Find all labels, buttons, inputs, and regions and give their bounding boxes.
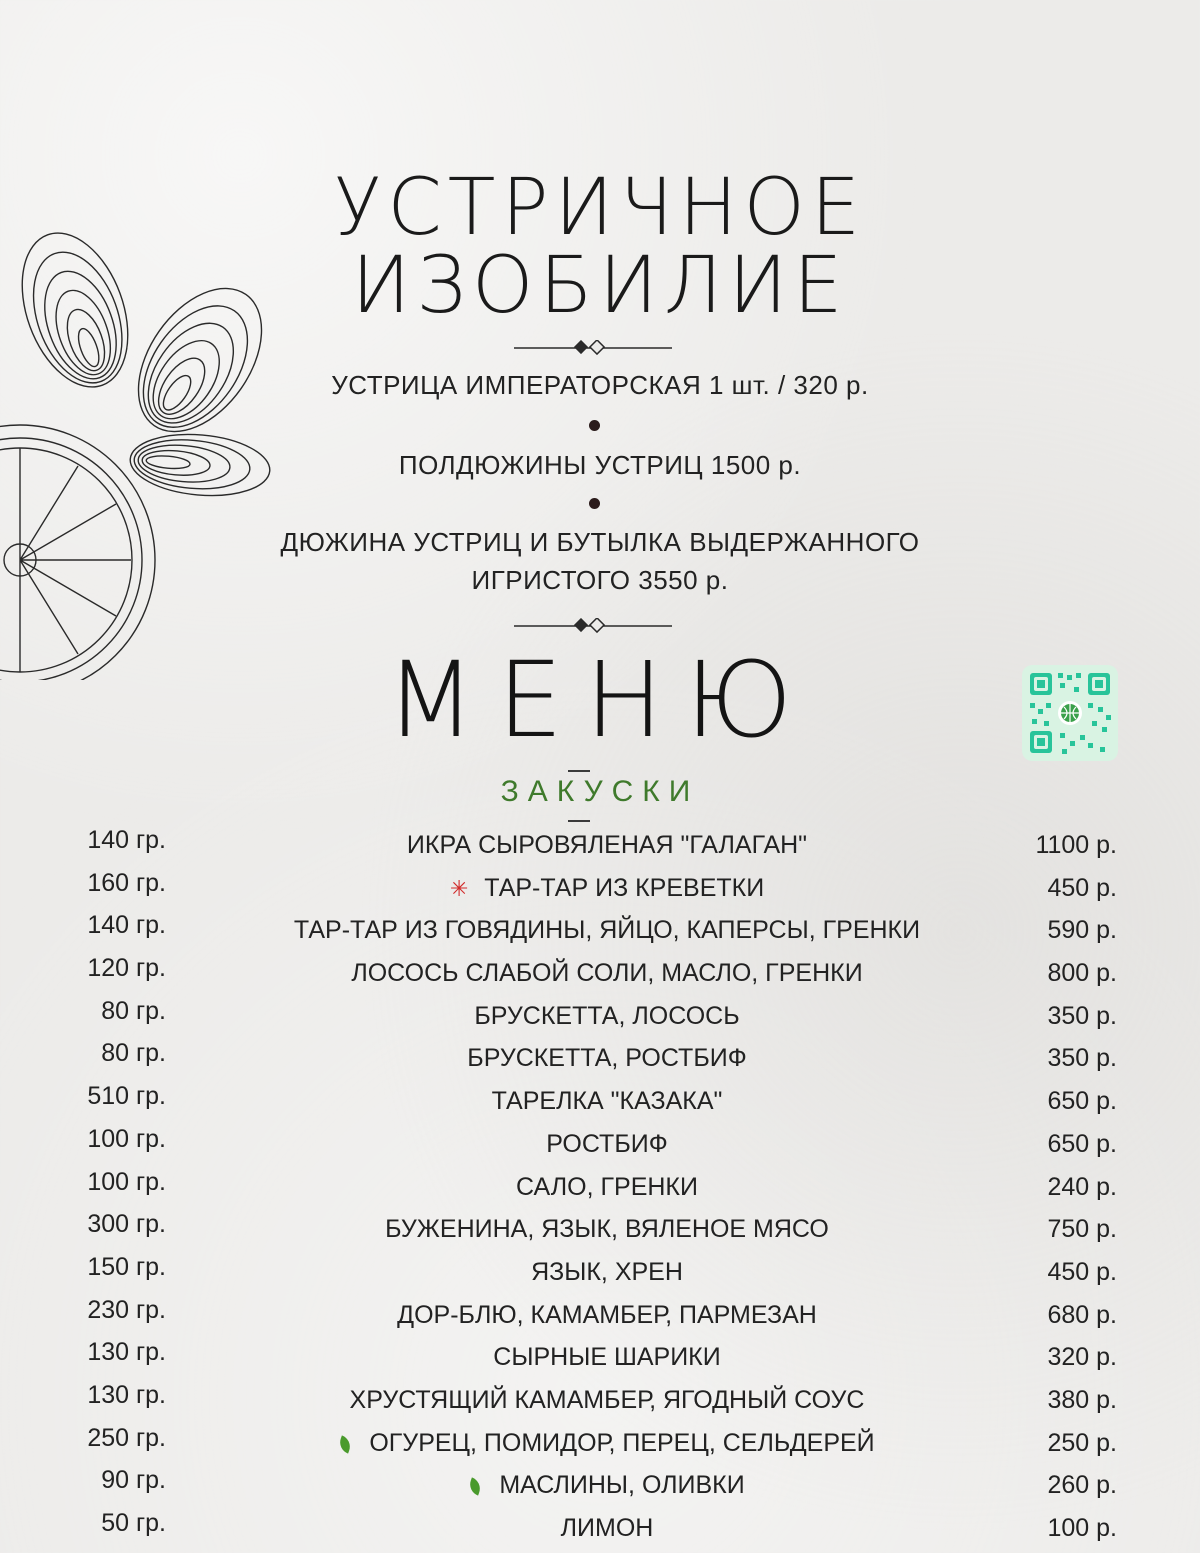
item-name: ТАР-ТАР ИЗ КРЕВЕТКИ: [484, 873, 765, 902]
item-weight: 50 гр.: [101, 1509, 166, 1537]
item-price: 260 р.: [1047, 1471, 1117, 1500]
item-name: БРУСКЕТТА, РОСТБИФ: [467, 1044, 747, 1073]
item-price: 650 р.: [1047, 1087, 1117, 1116]
menu-item-row: [0, 1338, 1200, 1381]
item-price: 1100 р.: [1035, 831, 1117, 859]
item-name: ДОР-БЛЮ, КАМАМБЕР, ПАРМЕЗАН: [397, 1300, 817, 1329]
section-divider: [568, 770, 590, 772]
item-weight: 80 гр.: [101, 1039, 166, 1068]
item-name: САЛО, ГРЕНКИ: [516, 1172, 698, 1201]
section-divider: [568, 820, 590, 822]
menu-item-row: [0, 1424, 1200, 1467]
oyster-offer-2: ПОЛДЮЖИНЫ УСТРИЦ 1500 р.: [398, 450, 802, 480]
item-weight: 130 гр.: [87, 1338, 166, 1367]
menu-item-row: [0, 1509, 1200, 1552]
item-weight: 100 гр.: [87, 1167, 166, 1196]
item-name: СЫРНЫЕ ШАРИКИ: [493, 1343, 721, 1372]
item-name: ОГУРЕЦ, ПОМИДОР, ПЕРЕЦ, СЕЛЬДЕРЕЙ: [369, 1428, 875, 1457]
item-weight: 230 гр.: [87, 1295, 166, 1324]
menu-item-row: [0, 1253, 1200, 1296]
qr-code-icon[interactable]: [1022, 665, 1118, 761]
item-weight: 300 гр.: [87, 1210, 166, 1239]
menu-item-row: [0, 869, 1200, 912]
item-name: БУЖЕНИНА, ЯЗЫК, ВЯЛЕНОЕ МЯСО: [385, 1215, 829, 1244]
item-weight: 160 гр.: [87, 868, 166, 897]
bullet-dot-icon: [589, 498, 600, 509]
item-name: РОСТБИФ: [546, 1129, 668, 1158]
menu-item-row: [0, 1210, 1200, 1253]
bullet-dot-icon: [589, 420, 600, 431]
item-price: 250 р.: [1047, 1428, 1117, 1457]
menu-item-row: [0, 1039, 1200, 1082]
menu-item-row: [0, 997, 1200, 1040]
item-price: 750 р.: [1047, 1215, 1117, 1244]
item-weight: 130 гр.: [87, 1380, 166, 1409]
item-weight: 100 гр.: [87, 1124, 166, 1153]
item-price: 380 р.: [1047, 1385, 1117, 1414]
item-price: 240 р.: [1047, 1172, 1117, 1201]
item-weight: 140 гр.: [87, 826, 166, 854]
item-weight: 150 гр.: [87, 1252, 166, 1281]
menu-item-row: [0, 911, 1200, 954]
item-name: ЛИМОН: [560, 1514, 654, 1542]
menu-item-row: [0, 1168, 1200, 1211]
menu-item-row: [0, 1125, 1200, 1168]
page-title-line-2: ИЗОБИЛИЕ: [351, 241, 849, 331]
ornament-divider-icon: [514, 618, 672, 634]
item-price: 350 р.: [1047, 1001, 1117, 1030]
item-price: 350 р.: [1047, 1044, 1117, 1073]
item-weight: 140 гр.: [87, 911, 166, 940]
item-price: 800 р.: [1047, 959, 1117, 988]
leaf-icon: [337, 1435, 353, 1453]
item-weight: 90 гр.: [101, 1466, 166, 1495]
item-price: 450 р.: [1047, 873, 1117, 902]
item-price: 100 р.: [1047, 1514, 1117, 1542]
item-name: ТАР-ТАР ИЗ ГОВЯДИНЫ, ЯЙЦО, КАПЕРСЫ, ГРЕНКИ: [293, 916, 921, 945]
leaf-icon: [467, 1478, 483, 1496]
item-name: МАСЛИНЫ, ОЛИВКИ: [499, 1471, 745, 1500]
item-weight: 250 гр.: [87, 1423, 166, 1452]
menu-item-row: [0, 1082, 1200, 1125]
item-name: ХРУСТЯЩИЙ КАМАМБЕР, ЯГОДНЫЙ СОУС: [349, 1385, 865, 1414]
menu-item-row: [0, 954, 1200, 997]
item-price: 650 р.: [1047, 1129, 1117, 1158]
ornament-divider-icon: [514, 340, 672, 356]
item-weight: 120 гр.: [87, 954, 166, 983]
snacks-menu-list: [0, 826, 1200, 1552]
spicy-star-icon: ✳: [449, 875, 469, 901]
item-price: 320 р.: [1047, 1343, 1117, 1372]
item-price: 680 р.: [1047, 1300, 1117, 1329]
oyster-offer-3-line-1: ДЮЖИНА УСТРИЦ И БУТЫЛКА ВЫДЕРЖАННОГО: [280, 527, 920, 557]
item-name: ТАРЕЛКА "КАЗАКА": [491, 1087, 723, 1116]
item-weight: 80 гр.: [101, 996, 166, 1025]
item-name: БРУСКЕТТА, ЛОСОСЬ: [474, 1001, 740, 1030]
item-price: 450 р.: [1047, 1257, 1117, 1286]
item-price: 590 р.: [1047, 916, 1117, 945]
menu-item-row: [0, 1466, 1200, 1509]
item-name: ЯЗЫК, ХРЕН: [531, 1257, 683, 1286]
item-name: ЛОСОСЬ СЛАБОЙ СОЛИ, МАСЛО, ГРЕНКИ: [351, 959, 863, 988]
page-title-line-1: УСТРИЧНОЕ: [333, 163, 867, 253]
item-weight: 510 гр.: [87, 1082, 166, 1111]
menu-heading: МЕНЮ: [385, 639, 815, 761]
menu-item-row: [0, 826, 1200, 869]
menu-item-row: [0, 1296, 1200, 1339]
oyster-offer-3-line-2: ИГРИСТОГО 3550 р.: [471, 565, 729, 595]
section-heading-snacks: ЗАКУСКИ: [500, 775, 700, 808]
oyster-offer-1: УСТРИЦА ИМПЕРАТОРСКАЯ 1 шт. / 320 р.: [331, 370, 869, 400]
item-name: ИКРА СЫРОВЯЛЕНАЯ "ГАЛАГАН": [406, 831, 808, 859]
menu-item-row: [0, 1381, 1200, 1424]
